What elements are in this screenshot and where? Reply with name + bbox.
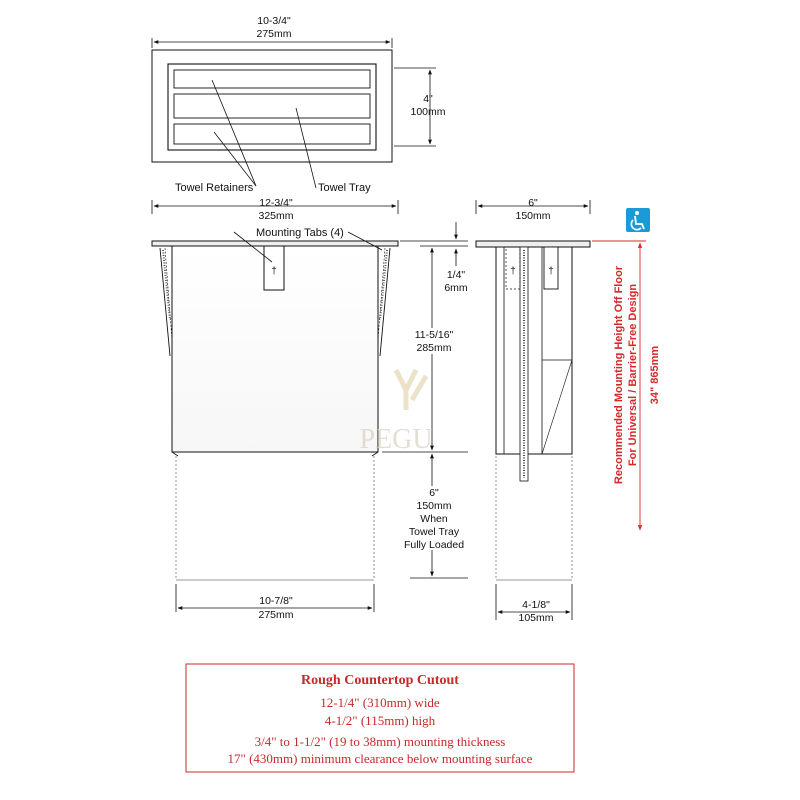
svg-text:†: †	[510, 266, 516, 277]
towel-retainers-label: Towel Retainers	[175, 182, 254, 194]
top-height-mm: 100mm	[410, 106, 446, 118]
towel-tray-label: Towel Tray	[318, 182, 371, 194]
cutout-line: 3/4" to 1-1/2" (19 to 38mm) mounting thickness	[254, 734, 506, 749]
side-body	[496, 247, 572, 454]
top-slat	[174, 94, 370, 118]
side-bottom-mm: 105mm	[518, 612, 554, 624]
front-flange	[152, 241, 398, 246]
wheelchair-accessibility-icon	[626, 208, 650, 232]
tab-height-mm: 6mm	[444, 282, 468, 294]
top-width-mm: 275mm	[256, 28, 292, 40]
mounting-label-1: Recommended Mounting Height Off Floor	[613, 265, 625, 485]
mounting-label-2: For Universal / Barrier-Free Design	[627, 283, 639, 467]
svg-text:†: †	[271, 266, 277, 277]
tray-height-mm: 150mm	[416, 500, 452, 512]
side-view	[476, 197, 590, 624]
front-view	[152, 197, 468, 621]
tab-height-in: 1/4"	[446, 269, 466, 281]
top-slat	[174, 70, 370, 88]
tray-height-in: 6"	[429, 487, 439, 499]
bottom-width-mm: 275mm	[258, 609, 294, 621]
body-height-mm: 285mm	[416, 342, 452, 354]
side-bottom-in: 4-1/8"	[522, 599, 550, 611]
tray-note-2: Towel Tray	[408, 526, 460, 538]
cutout-line: 17" (430mm) minimum clearance below mounting surface	[227, 751, 533, 766]
cutout-line: 12-1/4" (310mm) wide	[320, 695, 440, 710]
tray-note-3: Fully Loaded	[403, 539, 465, 551]
flange-width-in: 12-3/4"	[259, 197, 293, 209]
side-depth-in: 6"	[528, 197, 538, 209]
body-height-in: 11-5/16"	[414, 329, 454, 341]
cutout-title: Rough Countertop Cutout	[301, 673, 459, 688]
top-slat	[174, 124, 370, 144]
cutout-line: 4-1/2" (115mm) high	[324, 713, 436, 728]
cutout-box	[186, 664, 574, 772]
top-view	[152, 15, 446, 194]
mounting-height-value: 34" 865mm	[649, 345, 661, 405]
side-flange	[476, 241, 590, 247]
right-spring-clip	[378, 248, 390, 356]
top-height-in: 4"	[423, 93, 433, 105]
left-spring-clip	[160, 248, 172, 356]
bottom-width-in: 10-7/8"	[259, 595, 293, 607]
svg-text:†: †	[548, 266, 554, 277]
tray-note-1: When	[420, 513, 448, 525]
top-width-in: 10-3/4"	[257, 15, 291, 27]
mounting-tabs-label: Mounting Tabs (4)	[256, 227, 344, 239]
side-depth-mm: 150mm	[515, 210, 551, 222]
watermark-brand: PEGU	[359, 424, 433, 455]
flange-width-mm: 325mm	[258, 210, 294, 222]
mounting-height	[592, 208, 661, 530]
